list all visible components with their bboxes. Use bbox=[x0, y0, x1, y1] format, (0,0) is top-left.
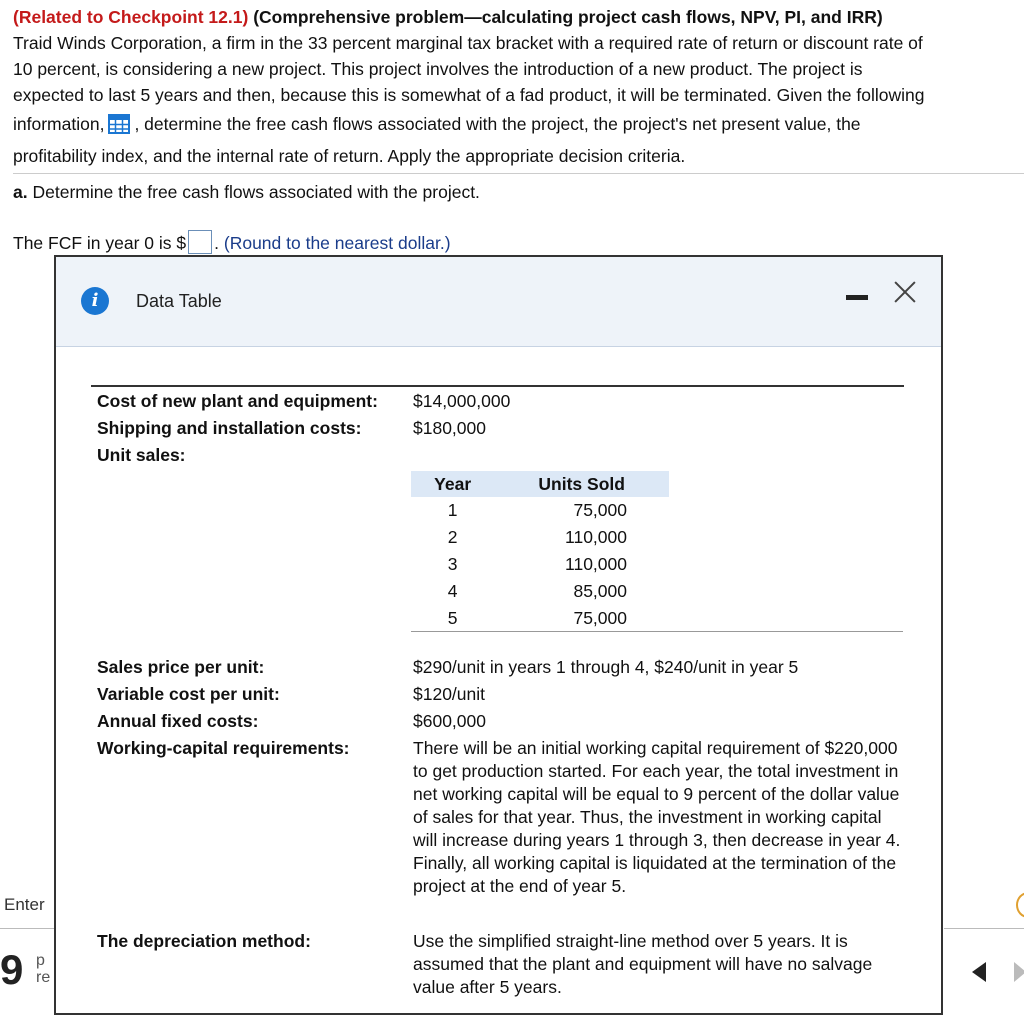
question-line-3: 10 percent, is considering a new project. This project involves the introduction of a new product. The project is bbox=[13, 59, 863, 79]
units-cell: 85,000 bbox=[573, 581, 627, 601]
unit-sales-table bbox=[411, 471, 669, 632]
year-header: Year bbox=[411, 471, 494, 497]
question-line-4: expected to last 5 years and then, because this is somewhat of a fad product, it will be terminated. Given the following bbox=[13, 85, 925, 105]
fcf-suffix: . bbox=[214, 233, 219, 253]
next-arrow-icon[interactable] bbox=[1014, 962, 1024, 982]
score-label-partial bbox=[36, 952, 50, 986]
score-number: 9 bbox=[0, 946, 24, 993]
fcf-year0-input[interactable] bbox=[188, 230, 212, 254]
dialog-header bbox=[56, 257, 941, 347]
previous-arrow-icon[interactable] bbox=[972, 962, 986, 982]
background-divider-right bbox=[944, 928, 1024, 929]
units-cell: 75,000 bbox=[573, 608, 627, 628]
dialog-title: Data Table bbox=[136, 291, 222, 311]
help-circle-icon[interactable] bbox=[1016, 892, 1024, 918]
unit-sales-label: Unit sales: bbox=[97, 445, 186, 465]
table-header-row bbox=[411, 471, 669, 497]
working-capital-label: Working-capital requirements: bbox=[97, 738, 350, 758]
section-divider bbox=[13, 173, 1024, 174]
shipping-value: $180,000 bbox=[413, 418, 486, 438]
question-line-5a: information, bbox=[13, 114, 105, 134]
question-line-5b: , determine the free cash flows associated with the project, the project's net present value, the bbox=[134, 114, 861, 134]
year-cell: 1 bbox=[447, 500, 458, 520]
score-label-line-1: p bbox=[36, 952, 45, 969]
minimize-icon bbox=[846, 295, 868, 300]
year-cell: 5 bbox=[447, 608, 458, 628]
fcf-year0-row bbox=[13, 230, 451, 254]
data-table-dialog bbox=[54, 255, 943, 1015]
price-label: Sales price per unit: bbox=[97, 657, 265, 677]
minimize-button[interactable] bbox=[846, 293, 868, 301]
fcf-prefix: The FCF in year 0 is $ bbox=[13, 233, 187, 253]
table-row bbox=[411, 497, 669, 524]
score-label-line-2: re bbox=[36, 969, 51, 986]
table-row bbox=[411, 524, 669, 551]
table-row bbox=[411, 551, 669, 578]
year-cell: 3 bbox=[447, 554, 458, 574]
year-cell: 4 bbox=[447, 581, 458, 601]
units-cell: 75,000 bbox=[573, 500, 627, 520]
varcost-value: $120/unit bbox=[413, 684, 486, 704]
units-cell: 110,000 bbox=[565, 554, 627, 574]
info-icon: i bbox=[81, 287, 109, 315]
background-divider-left bbox=[0, 928, 56, 929]
question-title-line bbox=[13, 4, 1024, 30]
question-line-6: profitability index, and the internal rate of return. Apply the appropriate decision criteria. bbox=[13, 146, 686, 166]
question-line-2: Traid Winds Corporation, a firm in the 33 percent marginal tax bracket with a required rate of return or discount rate of bbox=[13, 33, 923, 53]
cost-label: Cost of new plant and equipment: bbox=[97, 391, 378, 411]
question-line-5 bbox=[13, 108, 1024, 140]
price-value: $290/unit in years 1 through 4, $240/unit in year 5 bbox=[413, 657, 799, 677]
table-bottom-rule bbox=[411, 631, 903, 632]
rounding-hint: (Round to the nearest dollar.) bbox=[223, 233, 451, 253]
part-a-letter: a. bbox=[13, 182, 28, 202]
table-row bbox=[411, 578, 669, 605]
shipping-label: Shipping and installation costs: bbox=[97, 418, 362, 438]
cost-value: $14,000,000 bbox=[413, 391, 511, 411]
varcost-label: Variable cost per unit: bbox=[97, 684, 280, 704]
depreciation-value: Use the simplified straight-line method over 5 years. It is assumed that the plant and equipment will have no salvage value after 5 years. bbox=[413, 931, 873, 997]
fixed-costs-label: Annual fixed costs: bbox=[97, 711, 259, 731]
table-top-rule bbox=[91, 385, 904, 387]
units-header: Units Sold bbox=[494, 471, 669, 497]
units-cell: 110,000 bbox=[565, 527, 627, 547]
table-row bbox=[411, 605, 669, 632]
checkpoint-ref: (Related to Checkpoint 12.1) bbox=[13, 7, 249, 27]
year-cell: 2 bbox=[447, 527, 458, 547]
working-capital-value: There will be an initial working capital requirement of $220,000 to get production started. For each year, the total investment in net working capital will be equal to 9 percent of the dollar value of sales for that year. Thus, the investment in working capital will increase during years 1 through 3, then decrease in year 4. Finally, all working capital is liquidated at the termination of the project at the end of year 5. bbox=[413, 738, 901, 896]
question-text bbox=[13, 4, 1024, 172]
part-a-text: Determine the free cash flows associated with the project. bbox=[32, 182, 480, 202]
fixed-costs-value: $600,000 bbox=[413, 711, 486, 731]
data-table-icon[interactable] bbox=[108, 114, 130, 134]
question-title: (Comprehensive problem—calculating project cash flows, NPV, PI, and IRR) bbox=[253, 7, 883, 27]
part-a-prompt bbox=[13, 182, 480, 203]
close-button[interactable] bbox=[890, 277, 920, 307]
enter-text-partial: Enter bbox=[4, 895, 45, 914]
depreciation-label: The depreciation method: bbox=[97, 931, 311, 951]
